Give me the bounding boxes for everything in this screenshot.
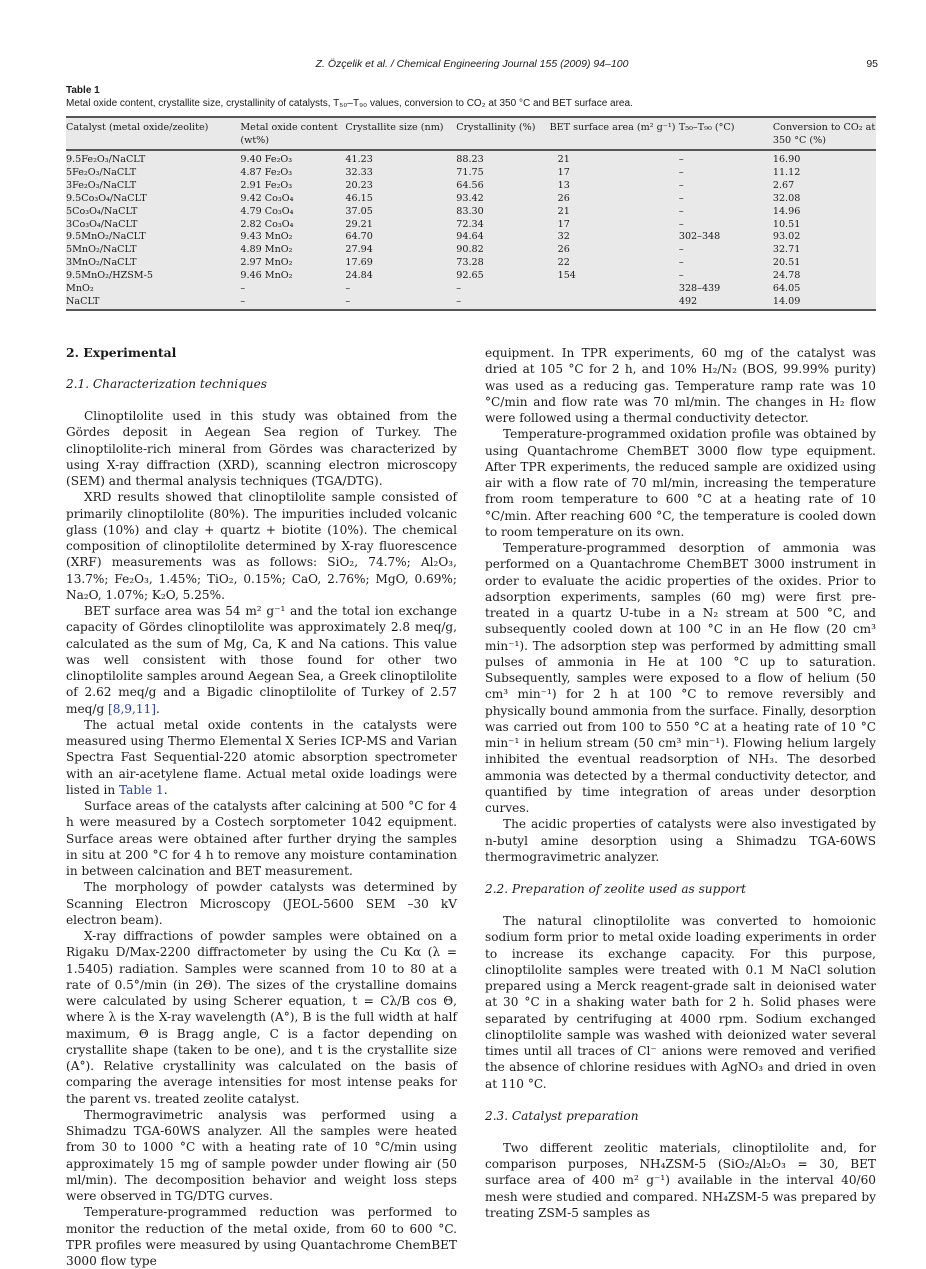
period: . [155, 701, 160, 716]
table-cell: 3Co₃O₄/NaCLT [66, 218, 138, 230]
table-cell: 2.82 Co₃O₄ [240, 218, 294, 230]
table-cell: 9.40 Fe₂O₃ [240, 154, 293, 165]
column-header: Crystallite size (nm) [345, 118, 456, 150]
table-cell: 3Fe₂O₃/NaCLT [66, 179, 137, 191]
table-cell: 14.09 [772, 295, 801, 307]
table-cell: 21 [557, 205, 570, 217]
paragraph [66, 717, 457, 798]
table-cell: 32.08 [772, 192, 801, 204]
column-header: Catalyst (metal oxide/zeolite) [66, 118, 240, 150]
table-row [66, 167, 876, 180]
table-cell [550, 296, 679, 309]
table-cell: – [456, 283, 462, 295]
paragraph: Surface areas of the catalysts after calcining at 500 °C for 4 h were measured by a Costech sorptometer 1042 equipment. Surface areas were obtained after further drying the samples in situ at 200 °C for 4 h to remove any moisture contamination in between calcination and BET measurement. [66, 799, 457, 878]
table-cell: 5MnO₂/NaCLT [66, 244, 137, 256]
table-row [66, 257, 876, 270]
table-cell: 9.5Co₃O₄/NaCLT [66, 192, 147, 204]
table-cell: 93.02 [772, 231, 801, 243]
table-row [66, 283, 876, 296]
right-column [485, 345, 876, 1221]
paragraph: The acidic properties of catalysts were also investigated by n-butyl amine desorption using a Shimadzu TGA-60WS thermogravimetric analyzer. [485, 817, 876, 864]
table-cell: – [345, 283, 351, 295]
table-cell: 24.78 [772, 270, 801, 282]
paragraph: Two different zeolitic materials, clinoptilolite and, for comparison purposes, NH₄ZSM-5 (SiO₂/Al₂O₃ = 30, BET surface area of 400 m² g⁻¹) available in the interval 40/60 mesh were studied and compared. NH₄ZSM-5 was prepared by treating ZSM-5 samples as [485, 1140, 876, 1220]
table-cell: 20.23 [345, 179, 373, 191]
paragraph: X-ray diffractions of powder samples were obtained on a Rigaku D/Max-2200 diffractometer by using the Cu Kα (λ = 1.5405) radiation. Samples were scanned from 10 to 80 at a rate of 0.5°/min (in 2Θ). The sizes of the crystalline domains were calculated by using Scherer equation, t = Cλ/B cos Θ, where λ is the X-ray wavelength (A°), B is the full width at half maximum, Θ is Bragg angle, C is a factor depending on crystallite shape (taken to be one), and t is the crystallite size (A°). Relative crystallinity was calculated on the basis of comparing the average intensities for most intense peaks for the parent vs. treated zeolite catalyst. [66, 929, 457, 1106]
paragraph: The natural clinoptilolite was converted to homoionic sodium form prior to metal oxide loading experiments in order to increase its exchange capacity. For this purpose, clinoptilolite samples were treated with 0.1 M NaCl solution prepared using a Merck reagent-grade salt in deionised water at 30 °C in a shaking water bath for 2 h. Solid phases were separated by centrifuging at 4000 rpm. Sodium exchanged clinoptilolite sample was washed with deionized water several times until all traces of Cl⁻ anions were removed and verified the absence of chlorine residues with AgNO₃ and dried in oven at 110 °C. [485, 914, 876, 1091]
reference-link[interactable]: [8,9,11] [108, 701, 156, 716]
paragraph: XRD results showed that clinoptilolite sample consisted of primarily clinoptilolite (80%). The impurities included volcanic glass (10%) and clay + quartz + biotite (10%). The chemical composition of clinoptilolite determined by X-ray fluorescence (XRF) measurements was as follows: SiO₂, 74.7%; Al₂O₃, 13.7%; Fe₂O₃, 1.45%; TiO₂, 0.15%; CaO, 2.76%; MgO, 0.69%; Na₂O, 1.07%; K₂O, 5.25%. [66, 490, 457, 602]
table-cell: – [678, 179, 684, 191]
table-cell: 4.89 MnO₂ [240, 244, 293, 256]
table-cell: 26 [557, 192, 570, 204]
table-cell: 90.82 [456, 244, 484, 256]
table-row [66, 231, 876, 244]
data-table [66, 118, 876, 309]
table-cell: 10.51 [772, 218, 801, 230]
table-cell: 93.42 [456, 192, 484, 204]
table-cell: – [678, 257, 684, 269]
table-cell: – [456, 295, 462, 307]
table-cell: 32.33 [345, 166, 373, 178]
table-cell: 24.84 [345, 270, 373, 282]
table-cell: – [345, 295, 351, 307]
table-row [66, 270, 876, 283]
table-cell: 83.30 [456, 205, 484, 217]
table-label: Table 1 [66, 85, 100, 96]
table-row [66, 206, 876, 219]
table-cell: 2.91 Fe₂O₃ [240, 179, 293, 191]
paragraph-text: The actual metal oxide contents in the catalysts were measured using Thermo Elemental X Series ICP-MS and Varian Spectra Fast Sequential-220 atomic absorption spectrometer with an air-acetylene flame. Actual metal oxide loadings were listed in [66, 717, 457, 797]
table-cell: 4.87 Fe₂O₃ [240, 166, 293, 178]
table-cell: 16.90 [772, 154, 801, 165]
table-cell: – [678, 205, 684, 217]
subsection-heading: 2.2. Preparation of zeolite used as support [485, 882, 746, 896]
table-cell [550, 283, 679, 296]
column-header: Metal oxide content (wt%) [240, 118, 345, 150]
table-cell: 72.34 [456, 218, 484, 230]
table-cell: 5Fe₂O₃/NaCLT [66, 166, 137, 178]
table-cell: NaCLT [66, 295, 100, 307]
running-head [66, 58, 878, 72]
left-column [66, 345, 457, 1269]
table-cell: – [678, 244, 684, 256]
table-cell: 11.12 [772, 166, 801, 178]
paragraph: Temperature-programmed desorption of ammonia was performed on a Quantachrome ChemBET 3000 instrument in order to evaluate the acidic properties of the oxides. Prior to adsorption experiments, samples (60 mg) were first pre-treated in a quartz U-tube in a N₂ stream at 500 °C, and subsequently cooled down at 100 °C in an He flow (20 cm³ min⁻¹). The adsorption step was performed by admitting small pulses of ammonia in He at 100 °C up to saturation. Subsequently, samples were exposed to a flow of helium (50 cm³ min⁻¹) for 2 h at 100 °C to remove reversibly and physically bound ammonia from the surface. Finally, desorption was carried out from 100 to 550 °C at a heating rate of 10 °C min⁻¹ in helium stream (50 cm³ min⁻¹). Flowing helium largely inhibited the eventual readsorption of NH₃. The desorbed ammonia was detected by a thermal conductivity detector, and quantified by time integration of areas under desorption curves. [485, 541, 876, 815]
table-cell: 27.94 [345, 244, 373, 256]
table-row [66, 219, 876, 232]
table-cell: MnO₂ [66, 283, 94, 295]
column-header: BET surface area (m² g⁻¹) [550, 118, 679, 150]
table-cell: 14.96 [772, 205, 801, 217]
table-caption: Metal oxide content, crystallite size, crystallinity of catalysts, T₅₀–T₉₀ values, conversion to CO₂ at 350 °C and BET surface area. [66, 98, 633, 109]
table-cell: 17.69 [345, 257, 373, 269]
table-cell: 9.5Fe₂O₃/NaCLT [66, 154, 146, 165]
paragraph-text: BET surface area was 54 m² g⁻¹ and the total ion exchange capacity of Gördes clinoptilolite was approximately 2.8 meq/g, calculated as the sum of Mg, Ca, K and Na cations. This value was well consistent with those found for other two clinoptilolite samples around Aegean Sea, a Greek clinoptilolite of 2.62 meq/g and a Bigadic clinoptilolite of Turkey of 2.57 meq/g [66, 604, 457, 716]
table-cell: 20.51 [772, 257, 801, 269]
column-header: T₅₀–T₉₀ (°C) [679, 118, 773, 150]
table-cell: 13 [557, 179, 570, 191]
table-cell: 4.79 Co₃O₄ [240, 205, 294, 217]
table-body [66, 150, 876, 309]
table-cell: – [678, 154, 684, 165]
table-cell: 29.21 [345, 218, 373, 230]
table-cell: 32 [557, 231, 570, 243]
table-cell: 9.46 MnO₂ [240, 270, 293, 282]
paragraph: Thermogravimetric analysis was performed using a Shimadzu TGA-60WS analyzer. All the samples were heated from 30 to 1000 °C with a heating rate of 10 °C/min using approximately 15 mg of sample powder under flowing air (50 ml/min). The decomposition behavior and weight loss steps were observed in TG/DTG curves. [66, 1107, 457, 1203]
table-cell: 9.43 MnO₂ [240, 231, 293, 243]
table-cell: 64.70 [345, 231, 373, 243]
data-table-container [66, 116, 876, 311]
table-cell: 73.28 [456, 257, 484, 269]
table-cell: 71.75 [456, 166, 484, 178]
table-cell: 32.71 [772, 244, 801, 256]
table-row [66, 244, 876, 257]
table-row [66, 180, 876, 193]
column-header: Crystallinity (%) [456, 118, 549, 150]
table-cell: 9.42 Co₃O₄ [240, 192, 294, 204]
paragraph [66, 603, 457, 717]
table-cell: 9.5MnO₂/HZSM-5 [66, 270, 153, 282]
table-cell: – [678, 166, 684, 178]
table-cell: 64.56 [456, 179, 484, 191]
table-cell: – [240, 283, 246, 295]
paragraph: equipment. In TPR experiments, 60 mg of the catalyst was dried at 105 °C for 2 h, and 10% H₂/N₂ (BOS, 99.99% purity) was used as a reducing gas. Temperature ramp rate was 10 °C/min and flow rate was 70 ml/min. The changes in H₂ flow were followed using a thermal conductivity detector. [485, 346, 876, 425]
table-cell: 94.64 [456, 231, 484, 243]
subsection-heading: 2.3. Catalyst preparation [485, 1108, 639, 1123]
table-cell: 2.67 [772, 179, 795, 191]
table-cell: 88.23 [456, 154, 484, 165]
table-cell: 46.15 [345, 192, 373, 204]
table-cell: – [678, 270, 684, 282]
table-cell: 17 [557, 218, 570, 230]
journal-citation: Z. Özçelik et al. / Chemical Engineering Journal 155 (2009) 94–100 [315, 58, 629, 70]
table-cell: – [678, 192, 684, 204]
page-number: 95 [866, 58, 878, 70]
table-cell: 328–439 [678, 283, 721, 295]
table-row [66, 193, 876, 206]
table-cell: 37.05 [345, 205, 373, 217]
table-cell: – [678, 218, 684, 230]
table-cell: 64.05 [772, 283, 801, 295]
table-cell: 9.5MnO₂/NaCLT [66, 231, 146, 243]
section-heading: 2. Experimental [66, 345, 177, 360]
table-cell: 154 [557, 270, 576, 282]
table-cell: 92.65 [456, 270, 484, 282]
period: . [163, 782, 168, 797]
table-cell: 41.23 [345, 154, 373, 165]
table-cell: 5Co₃O₄/NaCLT [66, 205, 138, 217]
paragraph: Temperature-programmed oxidation profile was obtained by using Quantachrome ChemBET 3000 flow type equipment. After TPR experiments, the reduced sample are oxidized using air with a flow rate of 70 ml/min, increasing the temperature from room temperature to 600 °C at a heating rate of 10 °C/min. After reaching 600 °C, the temperature is cooled down to room temperature on its own. [485, 427, 876, 539]
paragraph: Temperature-programmed reduction was performed to monitor the reduction of the metal oxide, from 60 to 600 °C. TPR profiles were measured by using Quantachrome ChemBET 3000 flow type [66, 1205, 457, 1268]
table-cell: 2.97 MnO₂ [240, 257, 293, 269]
paragraph: Clinoptilolite used in this study was obtained from the Gördes deposit in Aegean Sea region of Turkey. The clinoptilolite-rich mineral from Gördes was characterized by using X-ray diffraction (XRD), scanning electron microscopy (SEM) and thermal analysis techniques (TGA/DTG). [66, 409, 457, 488]
table-cell: 3MnO₂/NaCLT [66, 257, 137, 269]
subsection-heading: 2.1. Characterization techniques [66, 377, 267, 391]
table-cell: 492 [678, 295, 698, 307]
table-cell: 17 [557, 166, 570, 178]
table-link[interactable]: Table 1 [119, 782, 164, 797]
table-cell: 21 [557, 154, 570, 165]
table-header-row [66, 118, 876, 150]
table-cell: 26 [557, 244, 570, 256]
table-cell: 302–348 [678, 231, 721, 243]
column-header: Conversion to CO₂ at 350 °C (%) [773, 118, 876, 150]
paragraph: The morphology of powder catalysts was determined by Scanning Electron Microscopy (JEOL-5600 SEM –30 kV electron beam). [66, 880, 457, 927]
table-cell: 22 [557, 257, 570, 269]
table-cell: – [240, 295, 246, 307]
table-row [66, 150, 876, 167]
table-row [66, 296, 876, 309]
